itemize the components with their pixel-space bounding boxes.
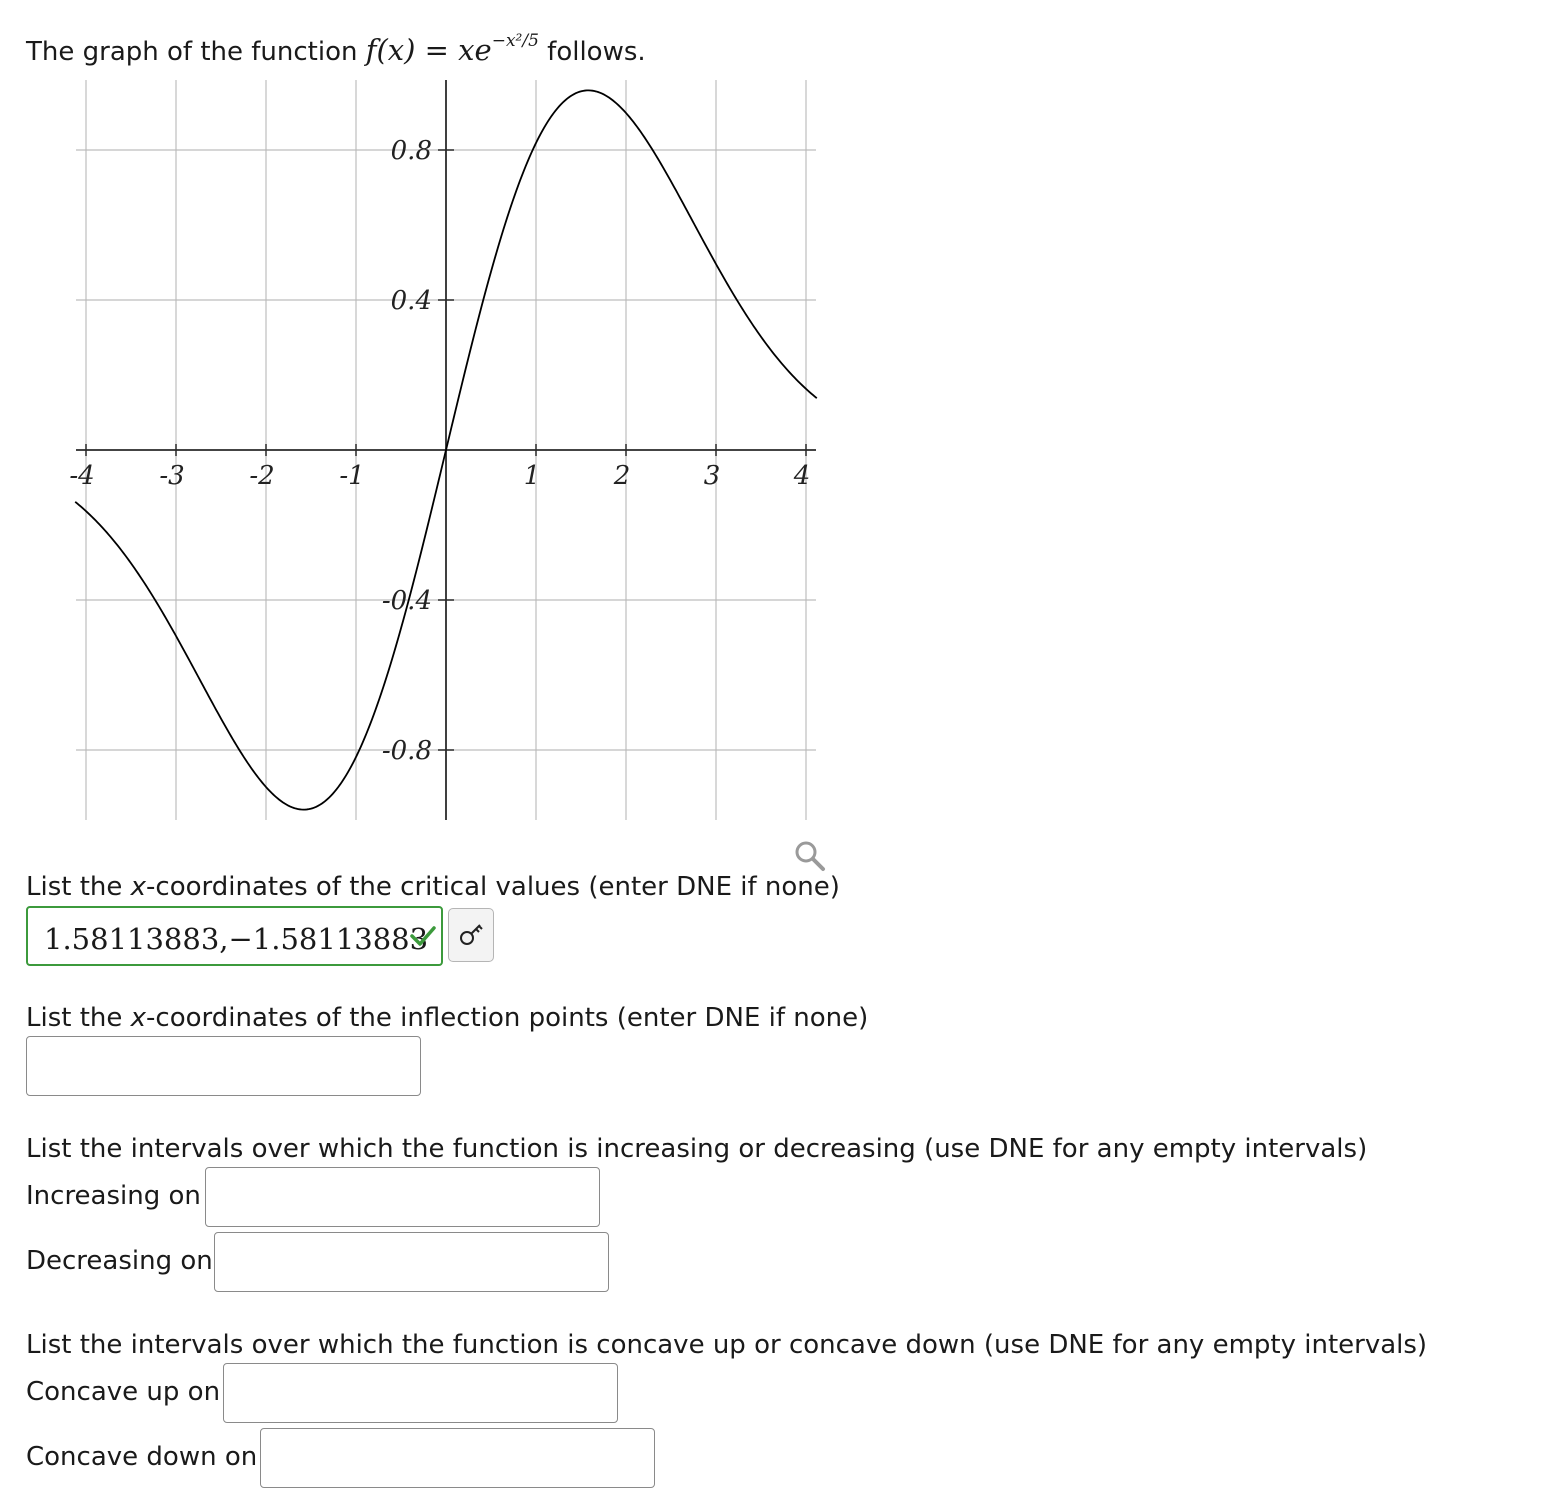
y-tick-label: -0.8: [381, 736, 432, 766]
concave-down-label: Concave down on: [26, 1442, 258, 1472]
concave-up-input[interactable]: [223, 1363, 618, 1423]
q1-label: List the x-coordinates of the critical values (enter DNE if none): [26, 872, 840, 902]
answer-key-button[interactable]: [448, 908, 494, 962]
x-tick-label: 4: [793, 461, 811, 491]
zoom-icon[interactable]: [792, 838, 828, 874]
concave-up-label: Concave up on: [26, 1377, 221, 1407]
increasing-label: Increasing on: [26, 1181, 201, 1211]
function-graph: [60, 74, 840, 834]
x-tick-label: 3: [703, 461, 721, 491]
x-tick-label: -3: [159, 461, 185, 491]
x-tick-label: -1: [339, 461, 365, 491]
decreasing-input[interactable]: [214, 1232, 609, 1292]
decreasing-label: Decreasing on: [26, 1246, 213, 1276]
check-icon: [409, 924, 437, 948]
intro-function: f(x) = xe: [365, 33, 492, 67]
q2-label: List the x-coordinates of the inflection points (enter DNE if none): [26, 1003, 869, 1033]
critical-values-input[interactable]: [26, 906, 443, 966]
y-tick-label: 0.8: [390, 136, 432, 166]
intro-suffix: follows.: [547, 37, 646, 67]
inflection-points-input[interactable]: [26, 1036, 421, 1096]
y-tick-label: 0.4: [390, 286, 432, 316]
x-tick-label: -2: [249, 461, 275, 491]
increasing-input[interactable]: [205, 1167, 600, 1227]
q1-label-var: x: [130, 872, 147, 902]
q3-label: List the intervals over which the function is increasing or decreasing (use DNE for any empty intervals): [26, 1134, 1368, 1164]
intro-prefix: The graph of the function: [26, 37, 358, 67]
y-tick-label: -0.4: [381, 586, 432, 616]
concave-down-input[interactable]: [260, 1428, 655, 1488]
x-tick-label: -4: [69, 461, 95, 491]
x-tick-label: 1: [523, 461, 541, 491]
key-icon: [458, 922, 486, 948]
tick-labels: [69, 136, 810, 766]
intro-exponent: −x²/5: [491, 31, 539, 51]
x-tick-label: 2: [613, 461, 631, 491]
question-intro: [26, 31, 646, 67]
q4-label: List the intervals over which the function is concave up or concave down (use DNE for any empty intervals): [26, 1330, 1428, 1360]
critical-values-answer[interactable]: 1.58113883,−1.58113883: [44, 922, 429, 956]
q2-label-var: x: [130, 1003, 147, 1033]
